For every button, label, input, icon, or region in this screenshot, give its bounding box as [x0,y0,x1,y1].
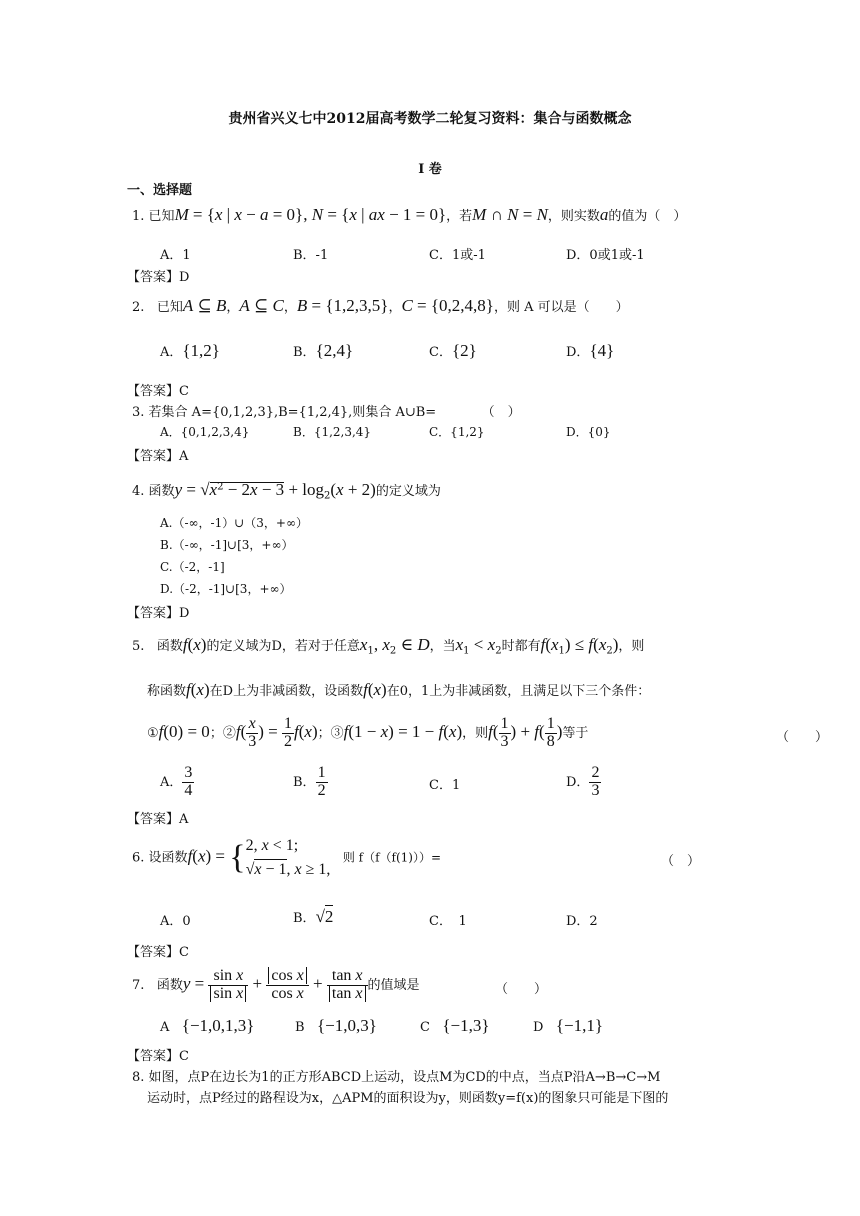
q6-answer-bracket: （ ） [661,854,701,869]
q7-option-a: A {−1,0,1,3} [160,1016,255,1035]
section-heading: 一、选择题 [127,183,193,198]
q4-option-c: C.（-2，-1] [160,560,225,574]
question-2-stem: 2. 已知A ⊆ B，A ⊆ C，B = {1,2,3,5}，C = {0,2,4,8}，则 A 可以是（ ） [132,296,629,315]
q3-option-b: B．{1,2,3,4} [293,425,372,439]
q2-option-d: D．{4} [566,341,615,360]
question-4-stem: 4. 函数$y = √x^2 - 2x - 3 + \log_2(x + 2)$的定义域为 [132,480,441,502]
q7-answer: 【答案】C [127,1049,189,1064]
q7-option-d: D {−1,1} [533,1016,604,1035]
q1-answer: 【答案】D [127,270,190,285]
q7-answer-bracket: （ ） [495,982,548,997]
q6-option-d: D．2 [566,914,598,929]
q1-option-a: A．1 [160,248,191,263]
q2-answer: 【答案】C [127,384,189,399]
q3-option-a: A．{0,1,2,3,4} [160,425,250,439]
q5-option-b: B． $\frac{1}{2}$ [293,764,326,799]
q2-option-c: C．{2} [429,341,477,360]
q4-option-d: D.（-2，-1]∪[3，+∞） [160,582,292,596]
question-6-stem: 6. 设函数f(x) = { 2, x < 1; √x − 1, x ≥ 1, 则 f（f（f(1)））= [132,837,442,878]
question-5-line-1: 5. 函数f(x)的定义域为D，若对于任意$x_1$, $x_2$ ∈ D，当$x_1 < x_2$时都有$f(x_1) \le f(x_2)$，则 [132,635,645,657]
question-5-line-3: ①f(0) = 0；②f( $\frac{x}{3}$ ) = $\frac{1}{2}$ f(x)；③f(1 − x) = 1 − f(x)，则f( $\frac{1}{3}$ ) + f( $\frac{1}{8}$ )等于 [147,715,589,750]
question-1-stem: 1. 已知M = {x | x − a = 0}, N = {x | ax − 1 = 0}，若M ∩ N = N，则实数a的值为（ ） [132,205,687,224]
question-8-line-1: 8. 如图，点P在边长为1的正方形ABCD上运动，设点M为CD的中点，当点P沿A→B→C→M [132,1070,661,1085]
q5-answer: 【答案】A [127,812,189,827]
q3-option-c: C．{1,2} [429,425,485,439]
q6-option-a: A．0 [160,914,191,929]
question-7-stem: 7. 函数y = $\frac{\text{sin x}}{\text{sin x}}$ + $\frac{\text{cos x}}{\text{cos x}}$ + $\frac{\text{tan x}}{\text{tan x}}$ 的值域是 [132,967,420,1002]
volume-label: I 卷 [418,162,442,177]
q6-option-c: C． 1 [429,914,467,929]
q4-option-a: A.（-∞，-1）∪（3，+∞） [160,516,308,530]
q7-option-c: C {−1,3} [420,1016,490,1035]
q3-option-d: D．{0} [566,425,611,439]
q5-answer-bracket: （ ） [776,730,829,745]
q4-answer: 【答案】D [127,606,190,621]
q5-option-d: D． $\frac{2}{3}$ [566,764,600,799]
q6-answer: 【答案】C [127,945,189,960]
question-5-line-2: 称函数f(x)在D上为非减函数，设函数f(x)在0，1上为非减函数，且满足以下三个条件： [147,680,651,699]
q4-option-b: B.（-∞，-1]∪[3，+∞） [160,538,294,552]
q1-option-b: B．-1 [293,248,329,263]
q3-answer: 【答案】A [127,449,189,464]
q1-option-c: C．1或-1 [429,248,486,263]
document-title: 贵州省兴义七中2012届高考数学二轮复习资料：集合与函数概念 [228,111,632,127]
question-3-stem: 3. 若集合 A={0,1,2,3},B={1,2,4},则集合 A∪B= （ ） [132,405,521,420]
q5-option-c: C．1 [429,778,461,793]
question-8-line-2: 运动时，点P经过的路程设为x，△APM的面积设为y，则函数y=f(x)的图象只可能是下图的 [147,1091,669,1106]
q2-option-b: B．{2,4} [293,341,354,360]
q5-option-a: A． $\frac{3}{4}$ [160,764,193,799]
q6-option-b: B．√2 [293,907,334,926]
q1-option-d: D．0或1或-1 [566,248,645,263]
q2-option-a: A．{1,2} [160,341,220,360]
q7-option-b: B {−1,0,3} [295,1016,377,1035]
